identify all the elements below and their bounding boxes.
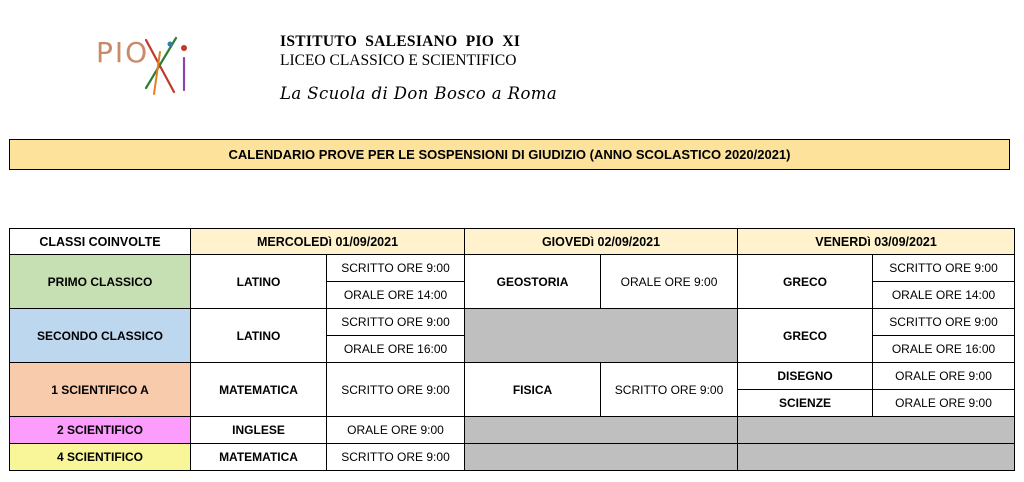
subject-cell: LATINO <box>191 309 327 363</box>
empty-cell <box>738 444 1015 471</box>
empty-cell <box>465 309 738 363</box>
table-row <box>10 444 1015 471</box>
subject-cell: DISEGNO <box>738 363 873 390</box>
subject-cell: GRECO <box>738 309 873 363</box>
time-cell: ORALE ORE 16:00 <box>873 336 1015 363</box>
subject-cell: SCIENZE <box>738 390 873 417</box>
time-cell: SCRITTO ORE 9:00 <box>327 309 465 336</box>
time-cell: SCRITTO ORE 9:00 <box>873 309 1015 336</box>
empty-cell <box>465 444 738 471</box>
subject-cell: INGLESE <box>191 417 327 444</box>
xi-logo-icon <box>140 32 190 98</box>
school-subtitle: LICEO CLASSICO E SCIENTIFICO <box>280 52 517 69</box>
school-motto: La Scuola di Don Bosco a Roma <box>280 84 558 103</box>
table-row <box>10 363 1015 390</box>
subject-cell: MATEMATICA <box>191 444 327 471</box>
logo-text: PIO <box>96 36 150 69</box>
subject-cell: GRECO <box>738 255 873 309</box>
header-day-1: MERCOLEDì 01/09/2021 <box>191 229 465 255</box>
time-cell: ORALE ORE 16:00 <box>327 336 465 363</box>
header-classes: CLASSI COINVOLTE <box>10 229 191 255</box>
class-2-scientifico: 2 SCIENTIFICO <box>10 417 191 444</box>
school-name: ISTITUTO SALESIANO PIO XI <box>280 33 521 50</box>
table-header-row <box>10 229 1015 255</box>
time-cell: ORALE ORE 14:00 <box>873 282 1015 309</box>
time-cell: SCRITTO ORE 9:00 <box>327 363 465 417</box>
empty-cell <box>738 417 1015 444</box>
subject-cell: FISICA <box>465 363 601 417</box>
empty-cell <box>465 417 738 444</box>
school-logo <box>96 30 192 100</box>
calendar-title: CALENDARIO PROVE PER LE SOSPENSIONI DI GIUDIZIO (ANNO SCOLASTICO 2020/2021) <box>9 139 1010 170</box>
class-primo-classico: PRIMO CLASSICO <box>10 255 191 309</box>
header-day-2: GIOVEDì 02/09/2021 <box>465 229 738 255</box>
header-day-3: VENERDì 03/09/2021 <box>738 229 1015 255</box>
time-cell: SCRITTO ORE 9:00 <box>327 444 465 471</box>
subject-cell: MATEMATICA <box>191 363 327 417</box>
time-cell: ORALE ORE 9:00 <box>873 390 1015 417</box>
time-cell: ORALE ORE 9:00 <box>327 417 465 444</box>
time-cell: SCRITTO ORE 9:00 <box>873 255 1015 282</box>
school-header <box>280 32 520 70</box>
exam-calendar-table <box>9 228 1015 471</box>
subject-cell: GEOSTORIA <box>465 255 601 309</box>
table-row <box>10 309 1015 336</box>
class-1-scientifico-a: 1 SCIENTIFICO A <box>10 363 191 417</box>
time-cell: SCRITTO ORE 9:00 <box>327 255 465 282</box>
class-4-scientifico: 4 SCIENTIFICO <box>10 444 191 471</box>
time-cell: ORALE ORE 14:00 <box>327 282 465 309</box>
time-cell: ORALE ORE 9:00 <box>601 255 738 309</box>
time-cell: ORALE ORE 9:00 <box>873 363 1015 390</box>
table-row <box>10 255 1015 282</box>
class-secondo-classico: SECONDO CLASSICO <box>10 309 191 363</box>
subject-cell: LATINO <box>191 255 327 309</box>
time-cell: SCRITTO ORE 9:00 <box>601 363 738 417</box>
table-row <box>10 417 1015 444</box>
